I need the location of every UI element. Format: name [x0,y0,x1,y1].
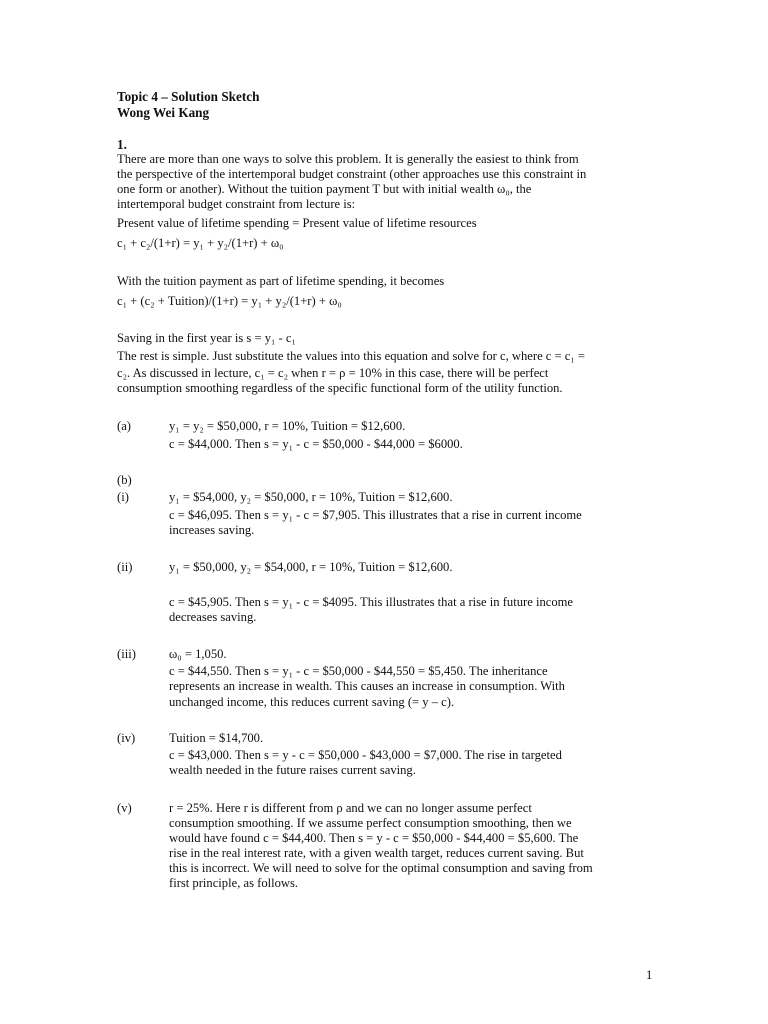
part-line: c = $44,550. Then s = y₁ - c = $50,000 - $44,550 = $5,450. The inheritance [169,664,548,678]
part-line: c = $43,000. Then s = y - c = $50,000 - $43,000 = $7,000. The rise in targeted [169,748,562,762]
intro-line: intertemporal budget constraint from lecture is: [117,197,356,211]
part-line: unchanged income, this reduces current saving (= y – c). [169,695,455,709]
part-line: c = $46,095. Then s = y₁ - c = $7,905. This illustrates that a rise in current income [169,508,582,522]
saving-line: Saving in the first year is s = y₁ - c₁ [117,331,296,345]
saving-line: c₂. As discussed in lecture, c₁ = c₂ when r = ρ = 10% in this case, there will be perfect [117,366,549,380]
intro-line: There are more than one ways to solve this problem. It is generally the easiest to think from [117,152,579,166]
part-line: ω₀ = 1,050. [169,647,227,661]
part-label: (ii) [117,560,133,574]
part-line: wealth needed in the future raises current saving. [169,763,416,777]
saving-line: The rest is simple. Just substitute the values into this equation and solve for c, where c = c₁ = [117,349,586,363]
equation: c₁ + (c₂ + Tuition)/(1+r) = y₁ + y₂/(1+r) + ω₀ [117,294,342,308]
part-line: decreases saving. [169,610,257,624]
part-label: (iii) [117,647,136,661]
part-line: y₁ = y₂ = $50,000, r = 10%, Tuition = $12,600. [169,419,406,433]
tuition-line: With the tuition payment as part of lifetime spending, it becomes [117,274,445,288]
doc-author: Wong Wei Kang [117,105,210,120]
intro-line: one form or another). Without the tuition payment T but with initial wealth ω₀, the [117,182,532,196]
doc-title: Topic 4 – Solution Sketch [117,89,260,104]
part-line: y₁ = $54,000, y₂ = $50,000, r = 10%, Tuition = $12,600. [169,490,453,504]
part-line: would have found c = $44,400. Then s = y - c = $50,000 - $44,400 = $5,600. The [169,831,579,845]
intro-line: Present value of lifetime spending = Present value of lifetime resources [117,216,477,230]
part-line: first principle, as follows. [169,876,299,890]
part-label: (v) [117,801,132,815]
part-line: represents an increase in wealth. This causes an increase in consumption. With [169,679,565,693]
part-label: (a) [117,419,131,433]
part-line: c = $44,000. Then s = y₁ - c = $50,000 - $44,000 = $6000. [169,437,463,451]
saving-line: consumption smoothing regardless of the specific functional form of the utility function. [117,381,563,395]
equation: c₁ + c₂/(1+r) = y₁ + y₂/(1+r) + ω₀ [117,236,284,250]
part-label: (iv) [117,731,136,745]
part-line: consumption smoothing. If we assume perfect consumption smoothing, then we [169,816,572,830]
part-line: y₁ = $50,000, y₂ = $54,000, r = 10%, Tuition = $12,600. [169,560,453,574]
part-label: (i) [117,490,129,504]
part-line: rise in the real interest rate, with a given wealth target, reduces current saving. But [169,846,584,860]
intro-line: the perspective of the intertemporal budget constraint (other approaches use this constraint in [117,167,587,181]
part-line: Tuition = $14,700. [169,731,264,745]
page-number: 1 [646,968,653,982]
question-number: 1. [117,137,127,152]
part-line: this is incorrect. We will need to solve for the optimal consumption and saving from [169,861,593,875]
part-line: increases saving. [169,523,255,537]
part-line: r = 25%. Here r is different from ρ and we can no longer assume perfect [169,801,532,815]
part-line: c = $45,905. Then s = y₁ - c = $4095. This illustrates that a rise in future income [169,595,574,609]
part-label: (b) [117,473,132,487]
